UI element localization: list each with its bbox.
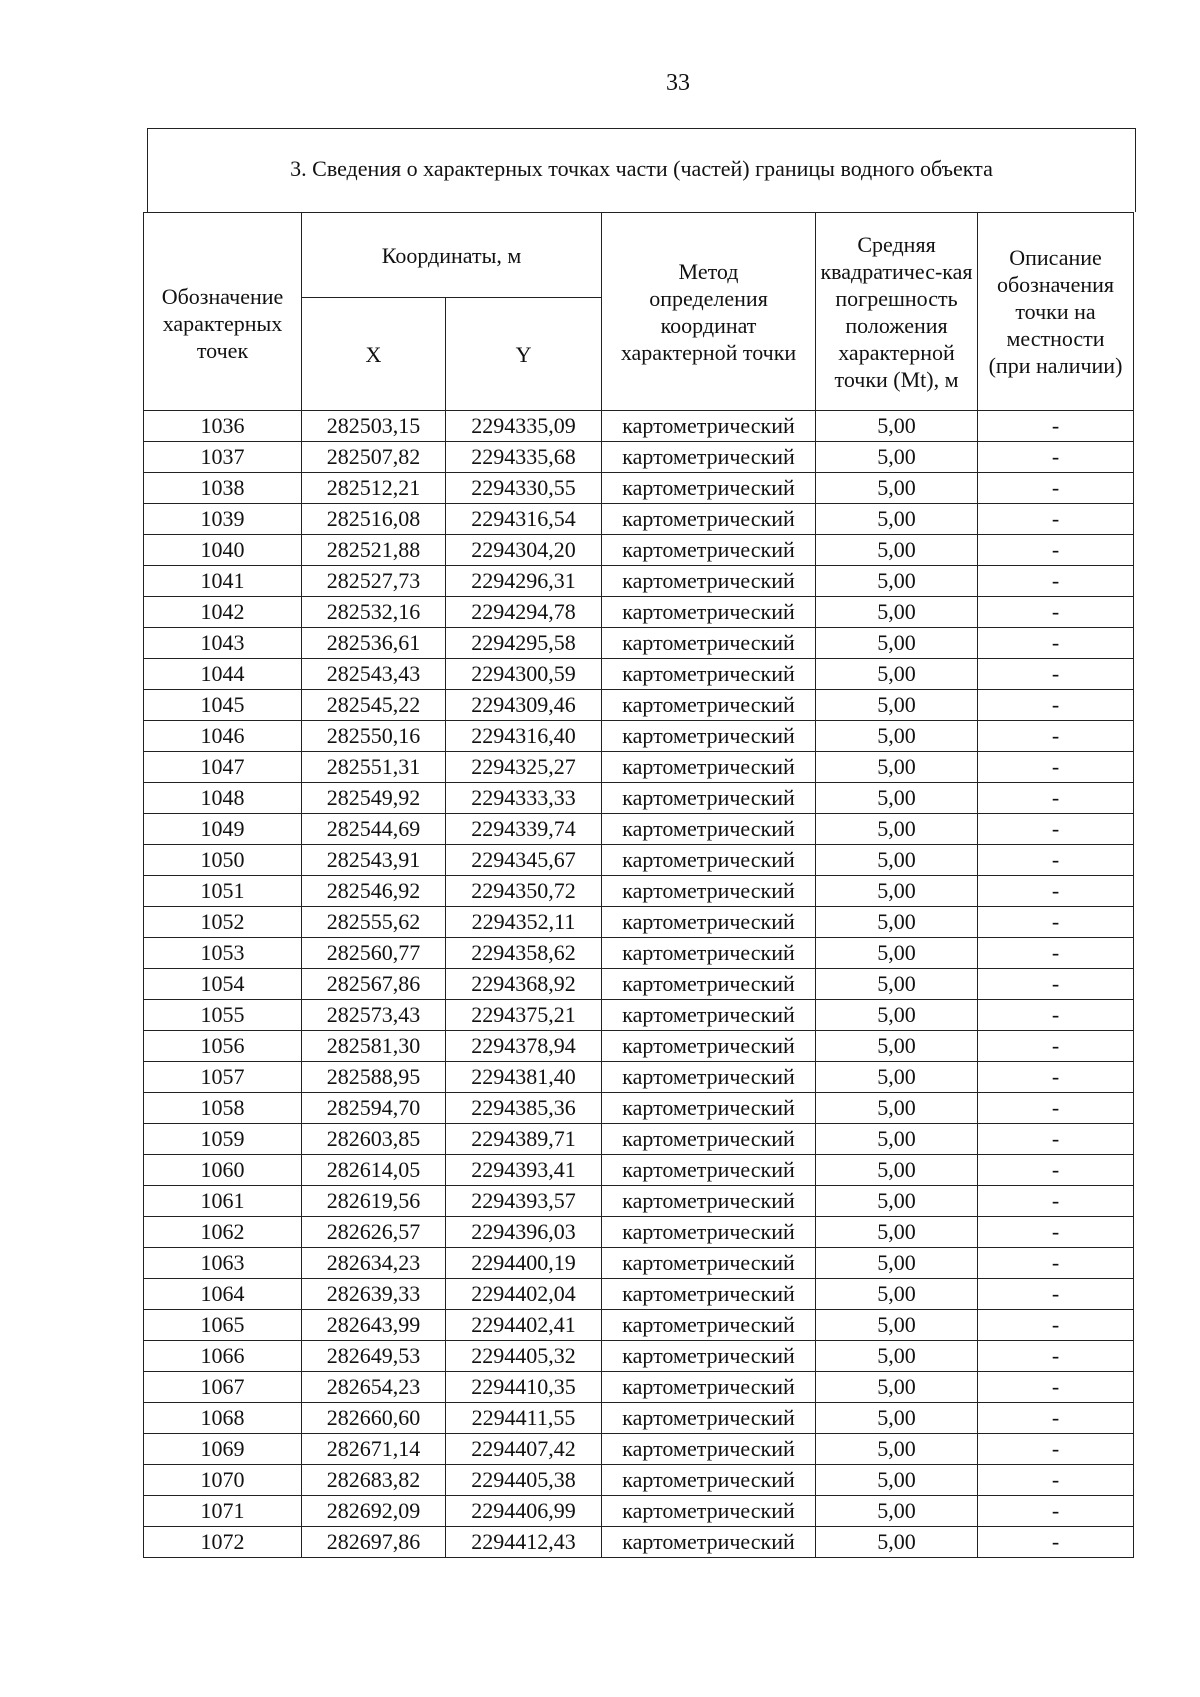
description-cell: - xyxy=(978,1124,1134,1155)
x-coordinate-cell: 282614,05 xyxy=(302,1155,446,1186)
point-id-cell: 1054 xyxy=(144,969,302,1000)
error-cell: 5,00 xyxy=(816,845,978,876)
table-row xyxy=(144,1403,1134,1434)
point-id-cell: 1055 xyxy=(144,1000,302,1031)
y-coordinate-cell: 2294405,38 xyxy=(446,1465,602,1496)
error-cell: 5,00 xyxy=(816,566,978,597)
header-coordinates: Координаты, м xyxy=(302,213,602,298)
table-row xyxy=(144,1279,1134,1310)
method-cell: картометрический xyxy=(602,907,816,938)
description-cell: - xyxy=(978,690,1134,721)
method-cell: картометрический xyxy=(602,845,816,876)
point-id-cell: 1049 xyxy=(144,814,302,845)
table-row xyxy=(144,411,1134,442)
error-cell: 5,00 xyxy=(816,1403,978,1434)
method-cell: картометрический xyxy=(602,1062,816,1093)
y-coordinate-cell: 2294375,21 xyxy=(446,1000,602,1031)
error-cell: 5,00 xyxy=(816,690,978,721)
y-coordinate-cell: 2294300,59 xyxy=(446,659,602,690)
table-row xyxy=(144,1000,1134,1031)
y-coordinate-cell: 2294406,99 xyxy=(446,1496,602,1527)
error-cell: 5,00 xyxy=(816,1186,978,1217)
x-coordinate-cell: 282639,33 xyxy=(302,1279,446,1310)
point-id-cell: 1050 xyxy=(144,845,302,876)
point-id-cell: 1056 xyxy=(144,1031,302,1062)
y-coordinate-cell: 2294385,36 xyxy=(446,1093,602,1124)
x-coordinate-cell: 282543,91 xyxy=(302,845,446,876)
point-id-cell: 1070 xyxy=(144,1465,302,1496)
x-coordinate-cell: 282507,82 xyxy=(302,442,446,473)
x-coordinate-cell: 282550,16 xyxy=(302,721,446,752)
table-row xyxy=(144,1310,1134,1341)
point-id-cell: 1071 xyxy=(144,1496,302,1527)
y-coordinate-cell: 2294402,41 xyxy=(446,1310,602,1341)
point-id-cell: 1058 xyxy=(144,1093,302,1124)
description-cell: - xyxy=(978,938,1134,969)
y-coordinate-cell: 2294309,46 xyxy=(446,690,602,721)
y-coordinate-cell: 2294396,03 xyxy=(446,1217,602,1248)
point-id-cell: 1042 xyxy=(144,597,302,628)
error-cell: 5,00 xyxy=(816,535,978,566)
y-coordinate-cell: 2294295,58 xyxy=(446,628,602,659)
table-row xyxy=(144,876,1134,907)
error-cell: 5,00 xyxy=(816,1124,978,1155)
description-cell: - xyxy=(978,1465,1134,1496)
y-coordinate-cell: 2294333,33 xyxy=(446,783,602,814)
table-row xyxy=(144,814,1134,845)
x-coordinate-cell: 282683,82 xyxy=(302,1465,446,1496)
table-row xyxy=(144,1465,1134,1496)
error-cell: 5,00 xyxy=(816,876,978,907)
y-coordinate-cell: 2294412,43 xyxy=(446,1527,602,1558)
error-cell: 5,00 xyxy=(816,1248,978,1279)
method-cell: картометрический xyxy=(602,628,816,659)
y-coordinate-cell: 2294410,35 xyxy=(446,1372,602,1403)
point-id-cell: 1066 xyxy=(144,1341,302,1372)
y-coordinate-cell: 2294402,04 xyxy=(446,1279,602,1310)
method-cell: картометрический xyxy=(602,876,816,907)
error-cell: 5,00 xyxy=(816,1527,978,1558)
x-coordinate-cell: 282603,85 xyxy=(302,1124,446,1155)
x-coordinate-cell: 282503,15 xyxy=(302,411,446,442)
error-cell: 5,00 xyxy=(816,1031,978,1062)
table-row xyxy=(144,597,1134,628)
point-id-cell: 1064 xyxy=(144,1279,302,1310)
description-cell: - xyxy=(978,1248,1134,1279)
description-cell: - xyxy=(978,1279,1134,1310)
y-coordinate-cell: 2294411,55 xyxy=(446,1403,602,1434)
x-coordinate-cell: 282581,30 xyxy=(302,1031,446,1062)
y-coordinate-cell: 2294294,78 xyxy=(446,597,602,628)
method-cell: картометрический xyxy=(602,442,816,473)
x-coordinate-cell: 282588,95 xyxy=(302,1062,446,1093)
error-cell: 5,00 xyxy=(816,1279,978,1310)
point-id-cell: 1039 xyxy=(144,504,302,535)
table-row xyxy=(144,783,1134,814)
method-cell: картометрический xyxy=(602,597,816,628)
method-cell: картометрический xyxy=(602,721,816,752)
table-row xyxy=(144,1031,1134,1062)
y-coordinate-cell: 2294350,72 xyxy=(446,876,602,907)
method-cell: картометрический xyxy=(602,969,816,1000)
header-point-label: Обозначение характерных точек xyxy=(144,213,302,411)
x-coordinate-cell: 282692,09 xyxy=(302,1496,446,1527)
header-error: Средняя квадратичес-кая погрешность положения характерной точки (Mt), м xyxy=(816,213,978,411)
error-cell: 5,00 xyxy=(816,1093,978,1124)
error-cell: 5,00 xyxy=(816,1341,978,1372)
table-row xyxy=(144,1527,1134,1558)
y-coordinate-cell: 2294330,55 xyxy=(446,473,602,504)
method-cell: картометрический xyxy=(602,659,816,690)
table-row xyxy=(144,752,1134,783)
x-coordinate-cell: 282573,43 xyxy=(302,1000,446,1031)
method-cell: картометрический xyxy=(602,566,816,597)
method-cell: картометрический xyxy=(602,535,816,566)
method-cell: картометрический xyxy=(602,938,816,969)
point-id-cell: 1038 xyxy=(144,473,302,504)
error-cell: 5,00 xyxy=(816,783,978,814)
header-method: Метод определения координат характерной точки xyxy=(602,213,816,411)
error-cell: 5,00 xyxy=(816,659,978,690)
table-row xyxy=(144,1155,1134,1186)
page-number: 33 xyxy=(666,70,690,96)
x-coordinate-cell: 282660,60 xyxy=(302,1403,446,1434)
x-coordinate-cell: 282521,88 xyxy=(302,535,446,566)
x-coordinate-cell: 282549,92 xyxy=(302,783,446,814)
error-cell: 5,00 xyxy=(816,1000,978,1031)
method-cell: картометрический xyxy=(602,411,816,442)
x-coordinate-cell: 282555,62 xyxy=(302,907,446,938)
method-cell: картометрический xyxy=(602,752,816,783)
error-cell: 5,00 xyxy=(816,907,978,938)
point-id-cell: 1053 xyxy=(144,938,302,969)
table-row xyxy=(144,473,1134,504)
method-cell: картометрический xyxy=(602,1341,816,1372)
description-cell: - xyxy=(978,969,1134,1000)
x-coordinate-cell: 282567,86 xyxy=(302,969,446,1000)
description-cell: - xyxy=(978,1031,1134,1062)
description-cell: - xyxy=(978,1093,1134,1124)
method-cell: картометрический xyxy=(602,814,816,845)
method-cell: картометрический xyxy=(602,1434,816,1465)
description-cell: - xyxy=(978,1434,1134,1465)
point-id-cell: 1041 xyxy=(144,566,302,597)
method-cell: картометрический xyxy=(602,1031,816,1062)
x-coordinate-cell: 282643,99 xyxy=(302,1310,446,1341)
error-cell: 5,00 xyxy=(816,1496,978,1527)
table-row xyxy=(144,535,1134,566)
description-cell: - xyxy=(978,907,1134,938)
y-coordinate-cell: 2294405,32 xyxy=(446,1341,602,1372)
point-id-cell: 1068 xyxy=(144,1403,302,1434)
y-coordinate-cell: 2294400,19 xyxy=(446,1248,602,1279)
error-cell: 5,00 xyxy=(816,1217,978,1248)
error-cell: 5,00 xyxy=(816,411,978,442)
table-row xyxy=(144,1093,1134,1124)
points-table-body xyxy=(144,411,1134,1558)
x-coordinate-cell: 282551,31 xyxy=(302,752,446,783)
point-id-cell: 1060 xyxy=(144,1155,302,1186)
error-cell: 5,00 xyxy=(816,1465,978,1496)
method-cell: картометрический xyxy=(602,1403,816,1434)
description-cell: - xyxy=(978,473,1134,504)
method-cell: картометрический xyxy=(602,1465,816,1496)
table-row xyxy=(144,721,1134,752)
description-cell: - xyxy=(978,1155,1134,1186)
error-cell: 5,00 xyxy=(816,814,978,845)
error-cell: 5,00 xyxy=(816,473,978,504)
description-cell: - xyxy=(978,1496,1134,1527)
point-id-cell: 1067 xyxy=(144,1372,302,1403)
table-row xyxy=(144,659,1134,690)
point-id-cell: 1044 xyxy=(144,659,302,690)
header-y: Y xyxy=(446,298,602,411)
method-cell: картометрический xyxy=(602,473,816,504)
method-cell: картометрический xyxy=(602,1527,816,1558)
point-id-cell: 1046 xyxy=(144,721,302,752)
point-id-cell: 1062 xyxy=(144,1217,302,1248)
y-coordinate-cell: 2294304,20 xyxy=(446,535,602,566)
method-cell: картометрический xyxy=(602,1496,816,1527)
description-cell: - xyxy=(978,628,1134,659)
description-cell: - xyxy=(978,1217,1134,1248)
error-cell: 5,00 xyxy=(816,1434,978,1465)
x-coordinate-cell: 282619,56 xyxy=(302,1186,446,1217)
description-cell: - xyxy=(978,1186,1134,1217)
point-id-cell: 1061 xyxy=(144,1186,302,1217)
error-cell: 5,00 xyxy=(816,597,978,628)
table-row xyxy=(144,1062,1134,1093)
description-cell: - xyxy=(978,504,1134,535)
description-cell: - xyxy=(978,1341,1134,1372)
x-coordinate-cell: 282634,23 xyxy=(302,1248,446,1279)
description-cell: - xyxy=(978,1403,1134,1434)
table-row xyxy=(144,628,1134,659)
point-id-cell: 1069 xyxy=(144,1434,302,1465)
method-cell: картометрический xyxy=(602,1372,816,1403)
method-cell: картометрический xyxy=(602,1248,816,1279)
point-id-cell: 1059 xyxy=(144,1124,302,1155)
table-row xyxy=(144,1217,1134,1248)
error-cell: 5,00 xyxy=(816,1310,978,1341)
x-coordinate-cell: 282697,86 xyxy=(302,1527,446,1558)
y-coordinate-cell: 2294381,40 xyxy=(446,1062,602,1093)
error-cell: 5,00 xyxy=(816,969,978,1000)
x-coordinate-cell: 282544,69 xyxy=(302,814,446,845)
y-coordinate-cell: 2294378,94 xyxy=(446,1031,602,1062)
method-cell: картометрический xyxy=(602,1310,816,1341)
point-id-cell: 1040 xyxy=(144,535,302,566)
x-coordinate-cell: 282536,61 xyxy=(302,628,446,659)
error-cell: 5,00 xyxy=(816,1372,978,1403)
header-description: Описание обозначения точки на местности (при наличии) xyxy=(978,213,1134,411)
point-id-cell: 1048 xyxy=(144,783,302,814)
method-cell: картометрический xyxy=(602,690,816,721)
description-cell: - xyxy=(978,442,1134,473)
error-cell: 5,00 xyxy=(816,628,978,659)
y-coordinate-cell: 2294358,62 xyxy=(446,938,602,969)
y-coordinate-cell: 2294335,68 xyxy=(446,442,602,473)
method-cell: картометрический xyxy=(602,1124,816,1155)
y-coordinate-cell: 2294339,74 xyxy=(446,814,602,845)
x-coordinate-cell: 282545,22 xyxy=(302,690,446,721)
table-row xyxy=(144,1434,1134,1465)
x-coordinate-cell: 282649,53 xyxy=(302,1341,446,1372)
y-coordinate-cell: 2294393,41 xyxy=(446,1155,602,1186)
description-cell: - xyxy=(978,876,1134,907)
x-coordinate-cell: 282527,73 xyxy=(302,566,446,597)
error-cell: 5,00 xyxy=(816,442,978,473)
method-cell: картометрический xyxy=(602,1093,816,1124)
y-coordinate-cell: 2294296,31 xyxy=(446,566,602,597)
description-cell: - xyxy=(978,1062,1134,1093)
method-cell: картометрический xyxy=(602,1279,816,1310)
error-cell: 5,00 xyxy=(816,1155,978,1186)
table-row xyxy=(144,442,1134,473)
description-cell: - xyxy=(978,721,1134,752)
point-id-cell: 1057 xyxy=(144,1062,302,1093)
x-coordinate-cell: 282560,77 xyxy=(302,938,446,969)
error-cell: 5,00 xyxy=(816,504,978,535)
point-id-cell: 1036 xyxy=(144,411,302,442)
section-title: 3. Сведения о характерных точках части (частей) границы водного объекта xyxy=(290,156,993,181)
error-cell: 5,00 xyxy=(816,1062,978,1093)
error-cell: 5,00 xyxy=(816,752,978,783)
method-cell: картометрический xyxy=(602,783,816,814)
point-id-cell: 1037 xyxy=(144,442,302,473)
y-coordinate-cell: 2294407,42 xyxy=(446,1434,602,1465)
y-coordinate-cell: 2294393,57 xyxy=(446,1186,602,1217)
method-cell: картометрический xyxy=(602,504,816,535)
description-cell: - xyxy=(978,845,1134,876)
x-coordinate-cell: 282671,14 xyxy=(302,1434,446,1465)
description-cell: - xyxy=(978,783,1134,814)
description-cell: - xyxy=(978,566,1134,597)
method-cell: картометрический xyxy=(602,1000,816,1031)
x-coordinate-cell: 282516,08 xyxy=(302,504,446,535)
description-cell: - xyxy=(978,535,1134,566)
x-coordinate-cell: 282546,92 xyxy=(302,876,446,907)
description-cell: - xyxy=(978,597,1134,628)
description-cell: - xyxy=(978,411,1134,442)
table-row xyxy=(144,504,1134,535)
point-id-cell: 1043 xyxy=(144,628,302,659)
description-cell: - xyxy=(978,1310,1134,1341)
table-row xyxy=(144,1372,1134,1403)
point-id-cell: 1045 xyxy=(144,690,302,721)
method-cell: картометрический xyxy=(602,1217,816,1248)
point-id-cell: 1065 xyxy=(144,1310,302,1341)
x-coordinate-cell: 282654,23 xyxy=(302,1372,446,1403)
x-coordinate-cell: 282512,21 xyxy=(302,473,446,504)
error-cell: 5,00 xyxy=(816,721,978,752)
table-row xyxy=(144,690,1134,721)
y-coordinate-cell: 2294316,54 xyxy=(446,504,602,535)
point-id-cell: 1052 xyxy=(144,907,302,938)
y-coordinate-cell: 2294345,67 xyxy=(446,845,602,876)
y-coordinate-cell: 2294335,09 xyxy=(446,411,602,442)
x-coordinate-cell: 282532,16 xyxy=(302,597,446,628)
table-row xyxy=(144,845,1134,876)
x-coordinate-cell: 282543,43 xyxy=(302,659,446,690)
table-row xyxy=(144,1496,1134,1527)
point-id-cell: 1063 xyxy=(144,1248,302,1279)
table-row xyxy=(144,1248,1134,1279)
y-coordinate-cell: 2294316,40 xyxy=(446,721,602,752)
y-coordinate-cell: 2294368,92 xyxy=(446,969,602,1000)
table-row xyxy=(144,1341,1134,1372)
description-cell: - xyxy=(978,1000,1134,1031)
description-cell: - xyxy=(978,1527,1134,1558)
table-row xyxy=(144,1186,1134,1217)
x-coordinate-cell: 282594,70 xyxy=(302,1093,446,1124)
table-row xyxy=(144,907,1134,938)
header-x: X xyxy=(302,298,446,411)
description-cell: - xyxy=(978,814,1134,845)
y-coordinate-cell: 2294389,71 xyxy=(446,1124,602,1155)
table-row xyxy=(144,969,1134,1000)
method-cell: картометрический xyxy=(602,1186,816,1217)
description-cell: - xyxy=(978,1372,1134,1403)
points-table xyxy=(143,212,1134,1558)
y-coordinate-cell: 2294325,27 xyxy=(446,752,602,783)
error-cell: 5,00 xyxy=(816,938,978,969)
point-id-cell: 1051 xyxy=(144,876,302,907)
point-id-cell: 1047 xyxy=(144,752,302,783)
description-cell: - xyxy=(978,659,1134,690)
table-row xyxy=(144,1124,1134,1155)
table-row xyxy=(144,566,1134,597)
y-coordinate-cell: 2294352,11 xyxy=(446,907,602,938)
description-cell: - xyxy=(978,752,1134,783)
x-coordinate-cell: 282626,57 xyxy=(302,1217,446,1248)
point-id-cell: 1072 xyxy=(144,1527,302,1558)
method-cell: картометрический xyxy=(602,1155,816,1186)
table-row xyxy=(144,938,1134,969)
